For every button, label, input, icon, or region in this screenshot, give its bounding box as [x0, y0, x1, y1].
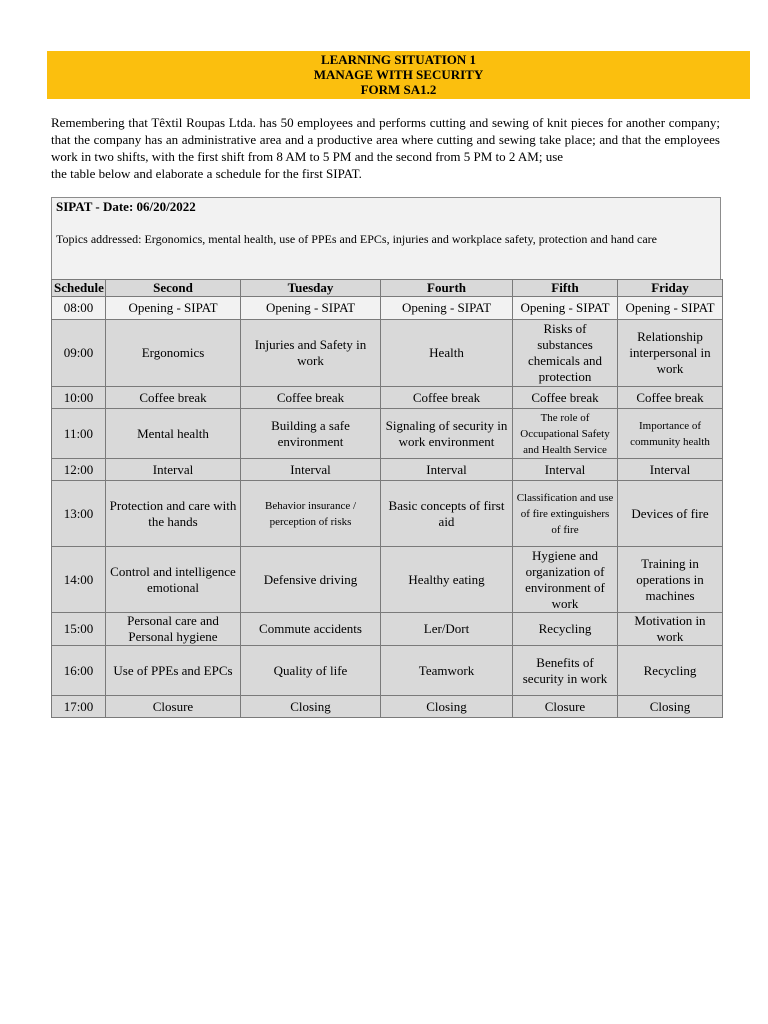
schedule-cell: Signaling of security in work environment — [381, 409, 513, 459]
schedule-cell: Use of PPEs and EPCs — [106, 646, 241, 696]
sipat-info-panel — [51, 197, 721, 279]
table-row — [52, 613, 723, 646]
time-cell: 15:00 — [52, 613, 106, 646]
header-title: LEARNING SITUATION 1 — [320, 52, 477, 67]
schedule-cell: Quality of life — [241, 646, 381, 696]
time-cell: 10:00 — [52, 387, 106, 409]
table-row — [52, 409, 723, 459]
schedule-cell: Personal care and Personal hygiene — [106, 613, 241, 646]
intro-paragraph: Remembering that Têxtil Roupas Ltda. has 50 employees and performs cutting and sewing of knit pieces for another company; that the company has an administrative area and a productive area where cutting and sewing take place; and that the employees work in two shifts, with the first shift from 8 AM to 5 PM and the second from 5 PM to 2 AM; use — [51, 115, 720, 164]
schedule-cell: Benefits of security in work — [513, 646, 618, 696]
schedule-cell: Ergonomics — [106, 320, 241, 387]
sipat-topics: Topics addressed: Ergonomics, mental health, use of PPEs and EPCs, injuries and workplace safety, protection and hand care — [56, 232, 658, 246]
schedule-cell: The role of Occupational Safety and Health Service — [513, 409, 618, 459]
schedule-cell: Interval — [241, 459, 381, 481]
column-header: Second — [106, 280, 241, 297]
table-row — [52, 646, 723, 696]
schedule-cell: Health — [381, 320, 513, 387]
schedule-cell: Closing — [618, 696, 723, 718]
schedule-cell: Closing — [381, 696, 513, 718]
schedule-cell: Importance of community health — [618, 409, 723, 459]
schedule-cell: Recycling — [513, 613, 618, 646]
schedule-cell: Opening - SIPAT — [381, 297, 513, 320]
time-cell: 08:00 — [52, 297, 106, 320]
time-cell: 14:00 — [52, 547, 106, 613]
time-cell: 12:00 — [52, 459, 106, 481]
sipat-date: SIPAT - Date: 06/20/2022 — [56, 199, 196, 214]
schedule-cell: Risks of substances chemicals and protection — [513, 320, 618, 387]
schedule-cell: Interval — [106, 459, 241, 481]
schedule-cell: Opening - SIPAT — [618, 297, 723, 320]
table-row — [52, 481, 723, 547]
schedule-cell: Interval — [381, 459, 513, 481]
time-cell: 17:00 — [52, 696, 106, 718]
schedule-cell: Closing — [241, 696, 381, 718]
schedule-cell: Training in operations in machines — [618, 547, 723, 613]
schedule-cell: Defensive driving — [241, 547, 381, 613]
schedule-cell: Opening - SIPAT — [241, 297, 381, 320]
schedule-cell: Closure — [513, 696, 618, 718]
intro-instruction: the table below and elaborate a schedule for the first SIPAT. — [51, 166, 362, 181]
time-cell: 09:00 — [52, 320, 106, 387]
schedule-table — [51, 279, 723, 718]
schedule-cell: Basic concepts of first aid — [381, 481, 513, 547]
time-cell: 11:00 — [52, 409, 106, 459]
column-header: Tuesday — [241, 280, 381, 297]
schedule-cell: Devices of fire — [618, 481, 723, 547]
header-subtitle: MANAGE WITH SECURITY — [313, 67, 484, 82]
table-row — [52, 696, 723, 718]
schedule-cell: Opening - SIPAT — [513, 297, 618, 320]
table-row — [52, 459, 723, 481]
intro-text — [51, 114, 720, 182]
time-cell: 13:00 — [52, 481, 106, 547]
schedule-cell: Teamwork — [381, 646, 513, 696]
schedule-cell: Building a safe environment — [241, 409, 381, 459]
schedule-cell: Commute accidents — [241, 613, 381, 646]
schedule-cell: Ler/Dort — [381, 613, 513, 646]
form-header — [47, 51, 750, 99]
table-header-row — [52, 280, 723, 297]
schedule-cell: Behavior insurance / perception of risks — [241, 481, 381, 547]
schedule-cell: Coffee break — [618, 387, 723, 409]
column-header: Fifth — [513, 280, 618, 297]
schedule-cell: Motivation in work — [618, 613, 723, 646]
column-header: Friday — [618, 280, 723, 297]
table-row — [52, 320, 723, 387]
schedule-cell: Interval — [513, 459, 618, 481]
schedule-cell: Coffee break — [241, 387, 381, 409]
table-row — [52, 297, 723, 320]
schedule-cell: Coffee break — [513, 387, 618, 409]
time-cell: 16:00 — [52, 646, 106, 696]
schedule-cell: Relationship interpersonal in work — [618, 320, 723, 387]
table-row — [52, 547, 723, 613]
schedule-cell: Coffee break — [381, 387, 513, 409]
schedule-cell: Classification and use of fire extinguishers of fire — [513, 481, 618, 547]
schedule-cell: Recycling — [618, 646, 723, 696]
schedule-cell: Control and intelligence emotional — [106, 547, 241, 613]
column-header: Fourth — [381, 280, 513, 297]
schedule-cell: Injuries and Safety in work — [241, 320, 381, 387]
schedule-cell: Coffee break — [106, 387, 241, 409]
schedule-cell: Interval — [618, 459, 723, 481]
column-header: Schedule — [52, 280, 106, 297]
schedule-cell: Healthy eating — [381, 547, 513, 613]
schedule-cell: Opening - SIPAT — [106, 297, 241, 320]
schedule-cell: Closure — [106, 696, 241, 718]
schedule-cell: Protection and care with the hands — [106, 481, 241, 547]
schedule-cell: Mental health — [106, 409, 241, 459]
schedule-cell: Hygiene and organization of environment of work — [513, 547, 618, 613]
table-row — [52, 387, 723, 409]
header-form-id: FORM SA1.2 — [360, 82, 437, 97]
